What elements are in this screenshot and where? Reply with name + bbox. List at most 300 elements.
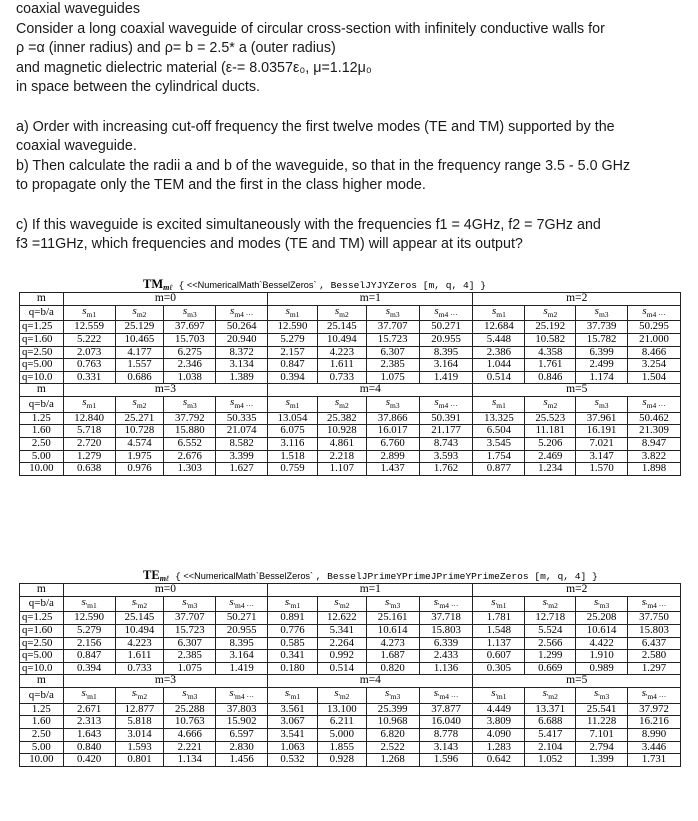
m-group-header: m=0 bbox=[63, 584, 267, 597]
zero-index: m2 bbox=[136, 309, 147, 319]
caption-package: <<NumericalMath`BesselZeros` bbox=[180, 571, 316, 581]
q-value: q=1.60 bbox=[20, 624, 64, 637]
zero-value: 37.750 bbox=[628, 612, 681, 625]
q-value: 2.50 bbox=[20, 728, 64, 741]
zero-value: 1.504 bbox=[628, 371, 681, 384]
zero-value: 13.325 bbox=[473, 412, 525, 425]
zero-value: 3.014 bbox=[115, 728, 164, 741]
zero-value: 0.420 bbox=[63, 754, 115, 767]
zero-value: 2.469 bbox=[525, 450, 576, 463]
zero-symbol-header: $s_{'m4 \cdot\cdot\cdot}$ bbox=[216, 596, 268, 612]
zero-value: 1.643 bbox=[63, 728, 115, 741]
q-value: 2.50 bbox=[20, 437, 64, 450]
table-row bbox=[20, 359, 681, 372]
zero-index: m1 bbox=[86, 401, 97, 411]
zero-value: 50.295 bbox=[628, 321, 681, 334]
zero-value: 10.614 bbox=[366, 624, 419, 637]
zero-value: 0.763 bbox=[63, 359, 115, 372]
zero-value: 4.223 bbox=[115, 637, 164, 650]
zero-value: 13.100 bbox=[317, 703, 366, 716]
zero-value: 10.614 bbox=[576, 624, 628, 637]
zero-symbol-header: $s_{'m3}$ bbox=[576, 687, 628, 703]
zero-index: m3 bbox=[598, 401, 609, 411]
zero-value: 10.494 bbox=[115, 624, 164, 637]
zero-value: 3.446 bbox=[628, 741, 681, 754]
table-row bbox=[20, 650, 681, 663]
zero-value: 2.522 bbox=[366, 741, 419, 754]
zero-value: 5.448 bbox=[473, 333, 525, 346]
zero-index: 'm2 bbox=[546, 600, 558, 610]
table-row bbox=[20, 716, 681, 729]
zero-value: 1.855 bbox=[317, 741, 366, 754]
q-value: 1.25 bbox=[20, 412, 64, 425]
zero-value: 20.955 bbox=[216, 624, 268, 637]
zero-value: 1.303 bbox=[164, 463, 216, 476]
zero-value: 4.449 bbox=[473, 703, 525, 716]
zero-value: 8.743 bbox=[419, 437, 473, 450]
zero-value: 2.157 bbox=[268, 346, 318, 359]
question-a-line: a) Order with increasing cut-off frequency the first twelve modes (TE and TM) supported by the bbox=[16, 118, 615, 135]
zero-symbol-header: $s_{m3}$ bbox=[366, 305, 419, 321]
zero-symbol-header: $s_{'m4 \cdot\cdot\cdot}$ bbox=[216, 687, 268, 703]
q-label: q=b/a bbox=[20, 305, 64, 321]
caption-brace: { bbox=[169, 571, 181, 582]
zero-value: 16.017 bbox=[366, 425, 419, 438]
zero-symbol-header: $s_{m2}$ bbox=[115, 305, 164, 321]
zero-value: 1.548 bbox=[473, 624, 525, 637]
zero-value: 50.335 bbox=[216, 412, 268, 425]
zero-value: 0.989 bbox=[576, 662, 628, 675]
m-label: m bbox=[20, 584, 64, 597]
zero-value: 1.596 bbox=[419, 754, 473, 767]
zero-value: 1.910 bbox=[576, 650, 628, 663]
zero-index: 'm4 ··· bbox=[233, 692, 254, 702]
problem-line: ρ =α (inner radius) and ρ= b = 2.5* a (outer radius) bbox=[16, 40, 336, 57]
zero-symbol-header: $s_{'m4 \cdot\cdot\cdot}$ bbox=[628, 687, 681, 703]
zero-value: 2.794 bbox=[576, 741, 628, 754]
zero-symbol-header: $s_{m2}$ bbox=[115, 396, 164, 412]
table-row bbox=[20, 728, 681, 741]
zero-index: 'm1 bbox=[289, 692, 301, 702]
zero-index: 'm1 bbox=[495, 600, 507, 610]
zero-symbol-header: $s_{m2}$ bbox=[317, 396, 366, 412]
zero-value: 1.399 bbox=[576, 754, 628, 767]
zero-value: 16.191 bbox=[576, 425, 628, 438]
table-row bbox=[20, 624, 681, 637]
table-row bbox=[20, 321, 681, 334]
zero-symbol-header: $s_{m3}$ bbox=[164, 396, 216, 412]
table-row bbox=[20, 612, 681, 625]
mode-label: TM bbox=[143, 277, 164, 291]
q-label: q=b/a bbox=[20, 396, 64, 412]
zero-symbol-header: $s_{m1}$ bbox=[268, 305, 318, 321]
zero-value: 3.164 bbox=[419, 359, 473, 372]
zero-value: 0.180 bbox=[268, 662, 318, 675]
zero-value: 12.840 bbox=[63, 412, 115, 425]
zero-index: m4 ··· bbox=[234, 309, 254, 319]
m-group-header: m=4 bbox=[268, 384, 473, 397]
zero-value: 6.760 bbox=[366, 437, 419, 450]
zero-symbol-header: $s_{m1}$ bbox=[473, 305, 525, 321]
zero-symbol-header: $s_{m3}$ bbox=[576, 305, 628, 321]
zero-symbol-header: $s_{m1}$ bbox=[473, 396, 525, 412]
zero-value: 0.607 bbox=[473, 650, 525, 663]
zero-value: 2.433 bbox=[419, 650, 473, 663]
zero-value: 1.283 bbox=[473, 741, 525, 754]
zero-value: 0.759 bbox=[268, 463, 318, 476]
subscript-header-row bbox=[20, 596, 681, 612]
zero-value: 1.279 bbox=[63, 450, 115, 463]
zero-value: 0.394 bbox=[268, 371, 318, 384]
zero-value: 1.297 bbox=[628, 662, 681, 675]
zero-value: 7.101 bbox=[576, 728, 628, 741]
zero-value: 3.541 bbox=[268, 728, 318, 741]
zero-value: 0.686 bbox=[115, 371, 164, 384]
zero-value: 2.830 bbox=[216, 741, 268, 754]
zero-value: 6.307 bbox=[164, 637, 216, 650]
zero-value: 2.566 bbox=[525, 637, 576, 650]
zero-value: 11.228 bbox=[576, 716, 628, 729]
zero-symbol-header: $s_{m2}$ bbox=[525, 305, 576, 321]
zero-value: 37.961 bbox=[576, 412, 628, 425]
zero-value: 6.820 bbox=[366, 728, 419, 741]
zero-value: 3.809 bbox=[473, 716, 525, 729]
zero-value: 2.386 bbox=[473, 346, 525, 359]
subscript-header-row bbox=[20, 305, 681, 321]
zero-value: 0.394 bbox=[63, 662, 115, 675]
mode-subscript: mℓ bbox=[163, 283, 173, 292]
zero-index: 'm4 ··· bbox=[438, 692, 459, 702]
zero-value: 0.305 bbox=[473, 662, 525, 675]
zero-symbol-header: $s_{'m4 \cdot\cdot\cdot}$ bbox=[419, 687, 473, 703]
zero-index: m1 bbox=[86, 309, 97, 319]
zero-value: 25.399 bbox=[366, 703, 419, 716]
zeros-table bbox=[19, 292, 681, 476]
q-value: q=1.25 bbox=[20, 321, 64, 334]
zero-value: 21.309 bbox=[628, 425, 681, 438]
q-value: 1.60 bbox=[20, 716, 64, 729]
zero-value: 12.877 bbox=[115, 703, 164, 716]
q-value: q=2.50 bbox=[20, 346, 64, 359]
zero-value: 10.763 bbox=[164, 716, 216, 729]
question-a-line: coaxial waveguide. bbox=[16, 138, 137, 155]
m-header-row bbox=[20, 675, 681, 688]
zero-value: 25.288 bbox=[164, 703, 216, 716]
zero-symbol-header: $s_{'m2}$ bbox=[317, 687, 366, 703]
zero-value: 13.371 bbox=[525, 703, 576, 716]
zero-index: m3 bbox=[187, 401, 197, 411]
zero-value: 37.707 bbox=[164, 612, 216, 625]
zero-value: 2.385 bbox=[366, 359, 419, 372]
zero-value: 21.177 bbox=[419, 425, 473, 438]
zero-value: 1.419 bbox=[419, 371, 473, 384]
zero-value: 6.075 bbox=[268, 425, 318, 438]
zero-symbol-header: $s_{'m2}$ bbox=[317, 596, 366, 612]
zero-value: 15.803 bbox=[419, 624, 473, 637]
zero-value: 15.782 bbox=[576, 333, 628, 346]
q-value: 5.00 bbox=[20, 741, 64, 754]
mode-subscript: mℓ bbox=[159, 574, 170, 583]
zero-value: 1.389 bbox=[216, 371, 268, 384]
zero-value: 2.676 bbox=[164, 450, 216, 463]
zero-value: 10.465 bbox=[115, 333, 164, 346]
zero-value: 7.021 bbox=[576, 437, 628, 450]
zero-index: m2 bbox=[339, 401, 349, 411]
question-c-line: f3 =11GHz, which frequencies and modes (TE and TM) will appear at its output? bbox=[16, 236, 523, 253]
m-group-header: m=4 bbox=[268, 675, 473, 688]
zero-value: 1.557 bbox=[115, 359, 164, 372]
zero-symbol-header: $s_{m3}$ bbox=[366, 396, 419, 412]
q-value: q=10.0 bbox=[20, 371, 64, 384]
zero-value: 16.040 bbox=[419, 716, 473, 729]
zero-value: 15.703 bbox=[164, 333, 216, 346]
zero-symbol-header: $s_{m3}$ bbox=[164, 305, 216, 321]
zero-value: 1.518 bbox=[268, 450, 318, 463]
zero-symbol-header: $s_{m1}$ bbox=[268, 396, 318, 412]
zero-value: 2.899 bbox=[366, 450, 419, 463]
table-caption bbox=[19, 567, 681, 583]
m-group-header: m=5 bbox=[473, 384, 681, 397]
zero-value: 1.268 bbox=[366, 754, 419, 767]
zero-value: 2.671 bbox=[63, 703, 115, 716]
zero-value: 4.422 bbox=[576, 637, 628, 650]
zero-value: 0.532 bbox=[268, 754, 318, 767]
zero-symbol-header: $s_{m3}$ bbox=[576, 396, 628, 412]
zero-value: 5.818 bbox=[115, 716, 164, 729]
zero-symbol-header: $s_{'m2}$ bbox=[115, 687, 164, 703]
zero-value: 5.718 bbox=[63, 425, 115, 438]
zero-value: 25.145 bbox=[317, 321, 366, 334]
zero-value: 2.720 bbox=[63, 437, 115, 450]
zero-value: 1.761 bbox=[525, 359, 576, 372]
zero-value: 1.299 bbox=[525, 650, 576, 663]
zero-value: 6.597 bbox=[216, 728, 268, 741]
zero-symbol-header: $s_{'m2}$ bbox=[115, 596, 164, 612]
zero-value: 37.877 bbox=[419, 703, 473, 716]
zero-value: 10.728 bbox=[115, 425, 164, 438]
zero-value: 6.504 bbox=[473, 425, 525, 438]
zero-value: 1.731 bbox=[628, 754, 681, 767]
zero-value: 0.976 bbox=[115, 463, 164, 476]
zero-value: 0.801 bbox=[115, 754, 164, 767]
zero-index: 'm1 bbox=[85, 600, 97, 610]
q-label: q=b/a bbox=[20, 596, 64, 612]
zero-symbol-header: $s_{m4 \cdot\cdot\cdot}$ bbox=[216, 305, 268, 321]
m-label: m bbox=[20, 384, 64, 397]
zero-index: 'm3 bbox=[598, 600, 610, 610]
zero-value: 0.331 bbox=[63, 371, 115, 384]
zero-value: 3.134 bbox=[216, 359, 268, 372]
zero-value: 2.218 bbox=[317, 450, 366, 463]
zero-value: 15.902 bbox=[216, 716, 268, 729]
zero-value: 1.611 bbox=[317, 359, 366, 372]
zero-value: 25.129 bbox=[115, 321, 164, 334]
zero-value: 50.271 bbox=[419, 321, 473, 334]
zero-value: 0.840 bbox=[63, 741, 115, 754]
zero-value: 15.880 bbox=[164, 425, 216, 438]
q-value: q=1.25 bbox=[20, 612, 64, 625]
zero-value: 37.697 bbox=[164, 321, 216, 334]
table-row bbox=[20, 412, 681, 425]
zero-value: 25.523 bbox=[525, 412, 576, 425]
zero-value: 16.216 bbox=[628, 716, 681, 729]
zero-value: 25.161 bbox=[366, 612, 419, 625]
zero-value: 0.514 bbox=[317, 662, 366, 675]
zero-index: m3 bbox=[598, 309, 609, 319]
zero-value: 1.593 bbox=[115, 741, 164, 754]
q-value: q=1.60 bbox=[20, 333, 64, 346]
m-group-header: m=1 bbox=[268, 584, 473, 597]
zero-value: 0.514 bbox=[473, 371, 525, 384]
zero-index: 'm3 bbox=[389, 600, 401, 610]
zero-symbol-header: $s_{'m1}$ bbox=[268, 687, 318, 703]
zero-value: 6.437 bbox=[628, 637, 681, 650]
zero-value: 0.891 bbox=[268, 612, 318, 625]
zero-value: 1.754 bbox=[473, 450, 525, 463]
zero-symbol-header: $s_{'m3}$ bbox=[366, 596, 419, 612]
zero-value: 1.136 bbox=[419, 662, 473, 675]
zero-value: 0.847 bbox=[268, 359, 318, 372]
zero-value: 6.399 bbox=[576, 346, 628, 359]
q-value: 10.00 bbox=[20, 463, 64, 476]
zero-value: 0.669 bbox=[525, 662, 576, 675]
m-header-row bbox=[20, 584, 681, 597]
zero-index: m2 bbox=[547, 401, 558, 411]
zero-value: 5.279 bbox=[63, 624, 115, 637]
zero-value: 0.776 bbox=[268, 624, 318, 637]
question-c-line: c) If this waveguide is excited simultaneously with the frequencies f1 = 4GHz, f2 = 7GHz and bbox=[16, 216, 601, 233]
zero-value: 2.221 bbox=[164, 741, 216, 754]
table-row bbox=[20, 662, 681, 675]
m-header-row bbox=[20, 384, 681, 397]
problem-line: in space between the cylindrical ducts. bbox=[16, 79, 260, 96]
zero-value: 5.524 bbox=[525, 624, 576, 637]
mode-label: TE bbox=[143, 568, 160, 582]
q-label: q=b/a bbox=[20, 687, 64, 703]
zero-value: 3.147 bbox=[576, 450, 628, 463]
zero-value: 10.968 bbox=[366, 716, 419, 729]
zero-value: 1.456 bbox=[216, 754, 268, 767]
zero-symbol-header: $s_{'m1}$ bbox=[473, 596, 525, 612]
zero-value: 4.666 bbox=[164, 728, 216, 741]
m-group-header: m=2 bbox=[473, 293, 681, 306]
table-row bbox=[20, 463, 681, 476]
table-row bbox=[20, 346, 681, 359]
zero-index: 'm3 bbox=[186, 692, 198, 702]
zero-value: 2.346 bbox=[164, 359, 216, 372]
zero-value: 2.313 bbox=[63, 716, 115, 729]
zero-symbol-header: $s_{m1}$ bbox=[63, 396, 115, 412]
caption-brace: { bbox=[172, 280, 185, 291]
zero-value: 6.339 bbox=[419, 637, 473, 650]
zero-value: 20.955 bbox=[419, 333, 473, 346]
zero-value: 3.545 bbox=[473, 437, 525, 450]
q-value: q=2.50 bbox=[20, 637, 64, 650]
zero-value: 21.000 bbox=[628, 333, 681, 346]
zero-value: 3.164 bbox=[216, 650, 268, 663]
zero-value: 5.417 bbox=[525, 728, 576, 741]
zero-index: 'm4 ··· bbox=[646, 600, 667, 610]
zero-value: 2.073 bbox=[63, 346, 115, 359]
caption-function: , BesselJYJYZeros [m, q, 4] } bbox=[319, 280, 487, 291]
zero-value: 37.866 bbox=[366, 412, 419, 425]
zero-value: 2.264 bbox=[317, 637, 366, 650]
zero-value: 0.341 bbox=[268, 650, 318, 663]
zero-symbol-header: $s_{m4 \cdot\cdot\cdot}$ bbox=[419, 396, 473, 412]
zero-value: 1.137 bbox=[473, 637, 525, 650]
zero-value: 8.372 bbox=[216, 346, 268, 359]
zero-value: 50.264 bbox=[216, 321, 268, 334]
zero-symbol-header: $s_{m4 \cdot\cdot\cdot}$ bbox=[419, 305, 473, 321]
zero-value: 4.861 bbox=[317, 437, 366, 450]
table-row bbox=[20, 741, 681, 754]
m-group-header: m=3 bbox=[63, 675, 267, 688]
zero-value: 3.143 bbox=[419, 741, 473, 754]
zero-value: 5.341 bbox=[317, 624, 366, 637]
zero-value: 1.627 bbox=[216, 463, 268, 476]
problem-line: Consider a long coaxial waveguide of circular cross-section with infinitely conductive walls for bbox=[16, 20, 605, 37]
zero-value: 13.054 bbox=[268, 412, 318, 425]
m-label: m bbox=[20, 675, 64, 688]
zero-symbol-header: $s_{'m3}$ bbox=[576, 596, 628, 612]
zero-value: 3.822 bbox=[628, 450, 681, 463]
zero-index: m4 ··· bbox=[438, 309, 458, 319]
zero-value: 10.928 bbox=[317, 425, 366, 438]
zero-value: 50.391 bbox=[419, 412, 473, 425]
zero-value: 2.104 bbox=[525, 741, 576, 754]
zero-value: 25.208 bbox=[576, 612, 628, 625]
q-value: q=5.00 bbox=[20, 359, 64, 372]
zero-value: 1.437 bbox=[366, 463, 419, 476]
zero-index: 'm2 bbox=[338, 692, 350, 702]
zero-index: m1 bbox=[289, 401, 300, 411]
zero-index: 'm2 bbox=[136, 692, 148, 702]
table-row bbox=[20, 437, 681, 450]
zero-symbol-header: $s_{m2}$ bbox=[525, 396, 576, 412]
zero-value: 1.898 bbox=[628, 463, 681, 476]
table-row bbox=[20, 754, 681, 767]
table-row bbox=[20, 371, 681, 384]
zero-value: 6.275 bbox=[164, 346, 216, 359]
zero-value: 5.222 bbox=[63, 333, 115, 346]
zero-value: 37.739 bbox=[576, 321, 628, 334]
zero-value: 15.723 bbox=[164, 624, 216, 637]
zero-index: 'm4 ··· bbox=[438, 600, 459, 610]
m-group-header: m=1 bbox=[268, 293, 473, 306]
zero-value: 12.622 bbox=[317, 612, 366, 625]
zero-index: m4 ··· bbox=[646, 309, 666, 319]
problem-line: coaxial waveguides bbox=[16, 1, 140, 17]
zero-value: 5.206 bbox=[525, 437, 576, 450]
caption-function: , BesselJPrimeYPrimeJPrimeYPrimeZeros [m, q, 4] } bbox=[315, 571, 598, 582]
problem-statement bbox=[16, 0, 688, 255]
zero-value: 10.582 bbox=[525, 333, 576, 346]
zero-value: 8.778 bbox=[419, 728, 473, 741]
zero-index: 'm2 bbox=[338, 600, 350, 610]
zero-index: m4 ··· bbox=[234, 401, 254, 411]
zero-value: 25.192 bbox=[525, 321, 576, 334]
question-b-line: b) Then calculate the radii a and b of the waveguide, so that in the frequency range 3.5 - 5.0 GHz bbox=[16, 157, 631, 174]
zero-index: 'm3 bbox=[186, 600, 198, 610]
zero-symbol-header: $s_{'m4 \cdot\cdot\cdot}$ bbox=[628, 596, 681, 612]
zero-value: 37.707 bbox=[366, 321, 419, 334]
question-b-line: to propagate only the TEM and the first in the class higher mode. bbox=[16, 177, 426, 194]
zero-value: 1.570 bbox=[576, 463, 628, 476]
zero-value: 37.972 bbox=[628, 703, 681, 716]
zero-value: 3.399 bbox=[216, 450, 268, 463]
zero-value: 8.395 bbox=[419, 346, 473, 359]
table-row bbox=[20, 333, 681, 346]
